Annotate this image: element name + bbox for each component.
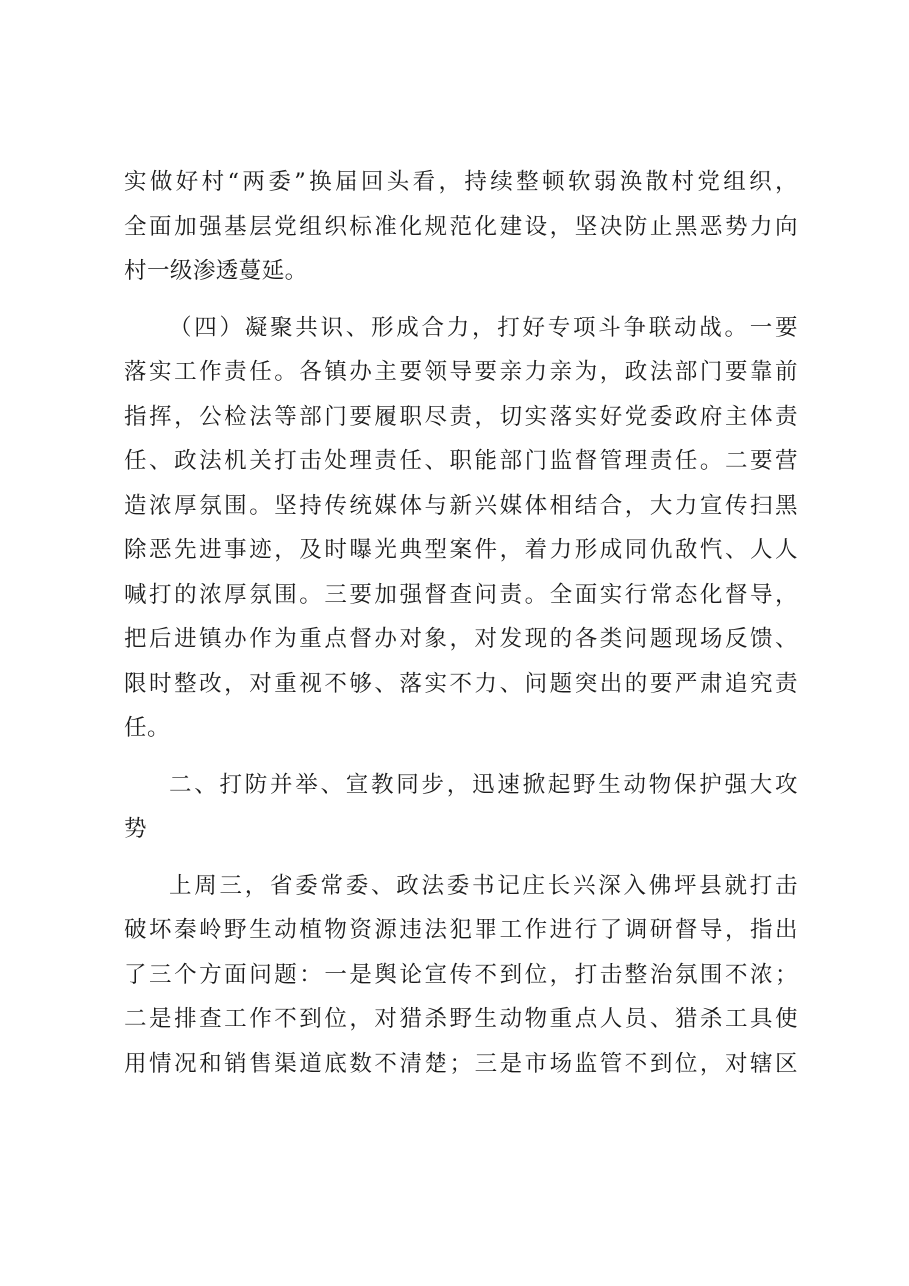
paragraph-continuation (124, 160, 798, 294)
text-line: （四）凝聚共识、形成合力，打好专项斗争联动战。一要 (169, 314, 798, 341)
text-line: 除恶先进事迹，及时曝光典型案件，着力形成同仇敌忾、人人 (124, 537, 798, 563)
heading-line: 势 (124, 816, 147, 842)
text-line: 喊打的浓厚氛围。三要加强督查问责。全面实行常态化督导， (124, 581, 798, 608)
text-line: 落实工作责任。各镇办主要领导要亲力亲为，政法部门要靠前 (124, 359, 798, 385)
document-body (124, 160, 798, 1086)
text-line: 任。 (124, 715, 170, 741)
paragraph-gap (124, 751, 798, 763)
text-line: 二是排查工作不到位，对猎杀野生动物重点人员、猎杀工具使 (124, 1006, 798, 1032)
heading-line: 二、打防并举、宣教同步，迅速掀起野生动物保护强大攻 (169, 771, 798, 798)
paragraph-gap (124, 852, 798, 864)
text-line: 村一级渗透蔓延。 (124, 258, 308, 284)
section-heading-two (124, 763, 798, 852)
text-line: 破坏秦岭野生动植物资源违法犯罪工作进行了调研督导，指出 (124, 917, 798, 943)
text-line: 指挥，公检法等部门要履职尽责，切实落实好党委政府主体责 (124, 403, 798, 430)
paragraph-section-four (124, 306, 798, 751)
text-line: 用情况和销售渠道底数不清楚；三是市场监管不到位，对辖区 (124, 1050, 798, 1077)
paragraph-inspection (124, 864, 798, 1087)
text-line: 造浓厚氛围。坚持传统媒体与新兴媒体相结合，大力宣传扫黑 (124, 492, 798, 519)
text-line: 实做好村“两委”换届回头看，持续整顿软弱涣散村党组织， (124, 169, 798, 195)
text-line: 了三个方面问题：一是舆论宣传不到位，打击整治氛围不浓； (124, 961, 798, 988)
text-line: 限时整改，对重视不够、落实不力、问题突出的要严肃追究责 (124, 670, 798, 697)
text-line: 全面加强基层党组织标准化规范化建设，坚决防止黑恶势力向 (124, 213, 798, 240)
text-line: 把后进镇办作为重点督办对象，对发现的各类问题现场反馈、 (124, 626, 798, 652)
paragraph-gap (124, 294, 798, 306)
text-line: 上周三，省委常委、政法委书记庄长兴深入佛坪县就打击 (169, 872, 798, 899)
text-line: 任、政法机关打击处理责任、职能部门监督管理责任。二要营 (124, 448, 798, 474)
